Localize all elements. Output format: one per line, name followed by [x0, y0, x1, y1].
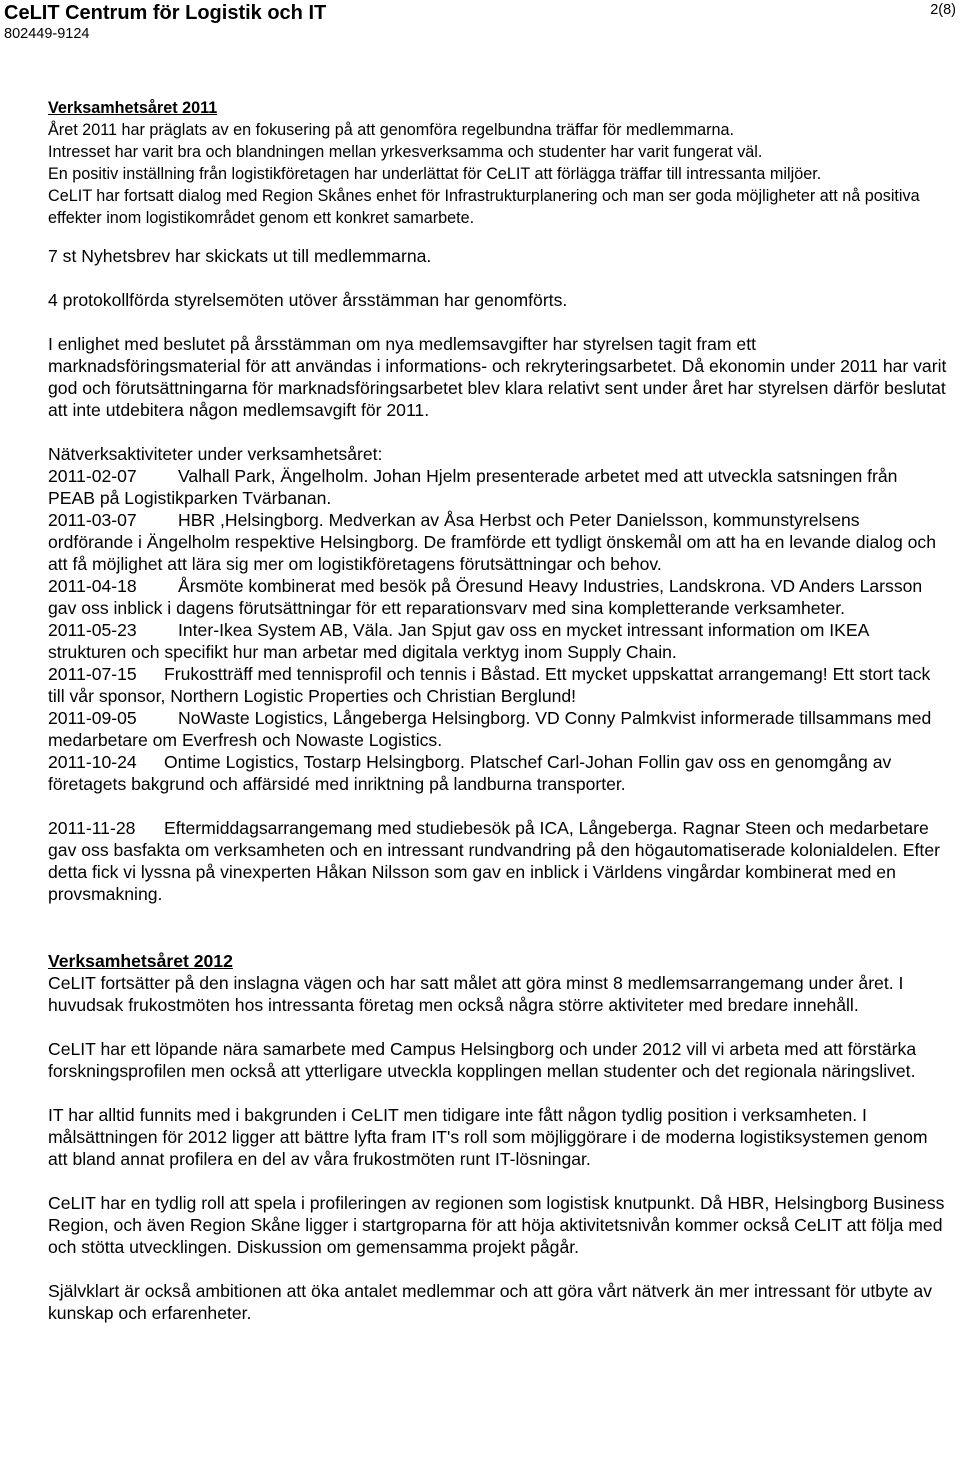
activities-heading: Nätverksaktiviteter under verksamhetsåret:: [48, 444, 383, 464]
activity-title: Inter-Ikea System AB, Väla.: [178, 620, 394, 640]
board-meetings-text: 4 protokollförda styrelsemöten utöver årsstämman har genomförts.: [48, 290, 568, 310]
organization-name: CeLIT Centrum för Logistik och IT: [4, 2, 327, 24]
activity-date: 2011-11-28: [48, 818, 136, 838]
activity-title: HBR ,Helsingborg.: [178, 510, 324, 530]
activity-text: Ragnar Steen och medarbetare gav oss basfakta om verksamheten och en intressant rundvandring på den högautomatiserade kolonialdelen. Efter detta fick vi lyssna på vinexperten Håkan Nilsson som gav en inblick i Världens vingårdar kombinerat med en provsmakning.: [48, 818, 940, 904]
paragraph: Intresset har varit bra och blandningen mellan yrkesverksamma och studenter har varit fungerat väl.: [48, 143, 763, 161]
document-body: [48, 97, 948, 1324]
paragraph: Året 2011 har präglats av en fokusering på att genomföra regelbundna träffar för medlemmarna.: [48, 121, 734, 139]
activity-text: Ett mycket uppskattat arrangemang! Ett stort tack till vår sponsor, Northern Logistic Properties och Christian Berglund!: [48, 664, 931, 706]
activity-entry: [48, 707, 948, 751]
paragraph: IT har alltid funnits med i bakgrunden i CeLIT men tidigare inte fått någon tydlig position i verksamheten. I målsättningen för 2012 ligger att bättre lyfta fram IT's roll som möjliggörare i de moderna logistiksystemen genom att bland annat profilera en del av våra frukostmöten runt IT-lösningar.: [48, 1105, 928, 1169]
activity-entry: [48, 663, 948, 707]
paragraph: CeLIT fortsätter på den inslagna vägen och har satt målet att göra minst 8 medlemsarrangemang under året. I huvudsak frukostmöten hos intressanta företag men också några större aktiviteter med bredare innehåll.: [48, 973, 904, 1015]
activity-entry: [48, 619, 948, 663]
activity-date: 2011-07-15: [48, 664, 137, 684]
activity-title: Valhall Park, Ängelholm.: [178, 466, 369, 486]
paragraph: CeLIT har en tydlig roll att spela i profileringen av regionen som logistisk knutpunkt. Då HBR, Helsingborg Business Region, och även Region Skåne ligger i startgroparna för att höja aktivitetsnivån kommer också CeLIT att följa med och stötta utvecklingen. Diskussion om gemensamma projekt pågår.: [48, 1193, 945, 1257]
paragraph: CeLIT har ett löpande nära samarbete med Campus Helsingborg och under 2012 vill vi arbeta med att förstärka forskningsprofilen men också att ytterligare utveckla kopplingen mellan studenter och det regionala näringslivet.: [48, 1039, 917, 1081]
paragraph: En positiv inställning från logistikföretagen har underlättat för CeLIT att förlägga träffar till intressanta miljöer.: [48, 165, 822, 183]
newsletters-text: 7 st Nyhetsbrev har skickats ut till medlemmarna.: [48, 246, 432, 266]
activity-entry: [48, 575, 948, 619]
activity-entry: [48, 817, 948, 905]
activity-date: 2011-03-07: [48, 510, 137, 530]
activity-title: Årsmöte kombinerat med besök på Öresund Heavy Industries, Landskrona.: [178, 576, 766, 596]
section-2011-body: [48, 229, 948, 1324]
activity-entry: [48, 465, 948, 509]
activity-entry: [48, 751, 948, 795]
section-heading-2012: Verksamhetsåret 2012: [48, 951, 233, 971]
activity-title: Eftermiddagsarrangemang med studiebesök på ICA, Långeberga.: [164, 818, 678, 838]
activity-date: 2011-02-07: [48, 466, 137, 486]
activity-text: Johan Hjelm presenterade arbetet med att utveckla satsningen från PEAB på Logistikparken Tvärbanan.: [48, 466, 898, 508]
page-number: 2(8): [930, 2, 956, 18]
activity-date: 2011-09-05: [48, 708, 137, 728]
section-2011-intro: [48, 97, 948, 229]
activity-title: Ontime Logistics, Tostarp Helsingborg.: [164, 752, 465, 772]
paragraph: CeLIT har fortsatt dialog med Region Skånes enhet för Infrastrukturplanering och man ser goda möjligheter att nå positiva effekter inom logistikområdet genom ett konkret samarbete.: [48, 187, 920, 227]
membership-fees-paragraph: I enlighet med beslutet på årsstämman om nya medlemsavgifter har styrelsen tagit fram ett marknadsföringsmaterial för att användas i informations- och rekryteringsarbetet. Då ekonomin under 2011 har varit god och förutsättningarna för marknadsföringsarbetet blev klara relativt sent under året har styrelsen därför beslutat att inte utdebitera någon medlemsavgift för 2011.: [48, 334, 947, 420]
activity-title: NoWaste Logistics, Långeberga Helsingborg.: [178, 708, 531, 728]
organization-number: 802449-9124: [4, 26, 90, 42]
activity-date: 2011-04-18: [48, 576, 137, 596]
activity-title: Frukostträff med tennisprofil och tennis i Båstad.: [164, 664, 541, 684]
activity-text: VD Anders Larsson gav oss inblick i dagens förutsättningar för ett reparationsvarv med sina kompletterande verksamheter.: [48, 576, 923, 618]
activity-text: Jan Spjut gav oss en mycket intressant information om IKEA strukturen och specifikt hur man arbetar med digitala verktyg inom Supply Chain.: [48, 620, 869, 662]
activity-date: 2011-05-23: [48, 620, 137, 640]
activity-text: Medverkan av Åsa Herbst och Peter Danielsson, kommunstyrelsens ordförande i Ängelholm respektive Helsingborg. De framförde ett tydligt önskemål om att ha en levande dialog och att få möjlighet att lära sig mer om logistikföretagens förutsättningar och behov.: [48, 510, 937, 574]
activity-date: 2011-10-24: [48, 752, 137, 772]
activity-text: Platschef Carl-Johan Follin gav oss en genomgång av företagets bakgrund och affärsidé med inriktning på landburna transporter.: [48, 752, 892, 794]
activity-text: VD Conny Palmkvist informerade tillsammans med medarbetare om Everfresh och Nowaste Logistics.: [48, 708, 932, 750]
section-heading-2011: Verksamhetsåret 2011: [48, 99, 218, 117]
paragraph: Självklart är också ambitionen att öka antalet medlemmar och att göra vårt nätverk än mer intressant för utbyte av kunskap och erfarenheter.: [48, 1281, 933, 1323]
activity-entry: [48, 509, 948, 575]
